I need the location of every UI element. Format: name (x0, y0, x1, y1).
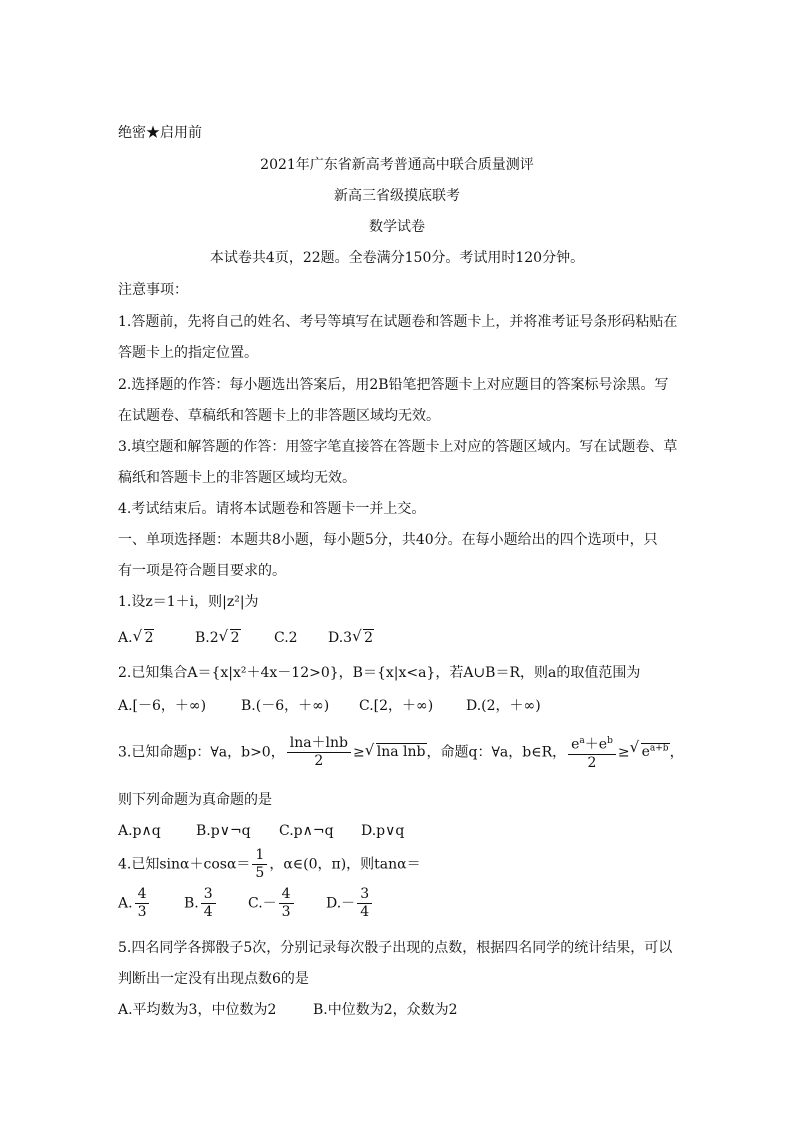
notice-2a: 2.选择题的作答：每小题选出答案后，用2B铅笔把答题卡上对应题目的答案标号涂黑。写 (118, 377, 669, 393)
fraction (201, 886, 216, 921)
option-label: B. (184, 895, 199, 912)
q3-fraction-2 (568, 733, 616, 772)
q3-text-3: ， (669, 744, 684, 761)
exponent: b (607, 736, 613, 746)
q4-text-1: 4.已知sinα＋cosα＝ (118, 856, 251, 873)
q1-option-a (118, 629, 154, 647)
denominator: 3 (137, 904, 147, 920)
notice-1a: 1.答题前，先将自己的姓名、考号等填写在试题卷和答题卡上，并将准考证号条形码粘贴在 (118, 314, 678, 330)
geq-symbol: ≥ (353, 744, 365, 761)
sqrt-symbol (630, 739, 670, 763)
denominator: 4 (203, 904, 213, 920)
denominator: 2 (314, 752, 324, 769)
denominator: 5 (255, 865, 265, 881)
geq-symbol: ≥ (617, 744, 630, 761)
radicand: lna lnb (376, 744, 426, 761)
notice-1b: 答题卡上的指定位置。 (118, 345, 258, 361)
q3-option-b: B.p∨¬q (196, 823, 251, 839)
q4-option-d (326, 886, 374, 921)
q4-text-2: ，α∈(0，π)，则tanα＝ (269, 856, 421, 873)
numerator: 1 (252, 847, 267, 865)
q3-stem (118, 733, 684, 772)
radicand: 2 (364, 630, 374, 646)
fraction (279, 886, 294, 921)
exponent: a (579, 736, 585, 746)
notice-3b: 稿纸和答题卡上的非答题区域均无效。 (118, 470, 356, 486)
sqrt-symbol (365, 742, 427, 762)
q4-option-b (184, 886, 218, 921)
q4-stem (118, 847, 421, 882)
option-label: A. (118, 895, 133, 912)
numerator: 4 (279, 886, 294, 904)
q3-text-2: ，命题q：∀a，b∈R， (426, 744, 567, 761)
numerator: 3 (357, 886, 372, 904)
notice-heading: 注意事项： (118, 282, 188, 298)
q5-option-a: A.平均数为3，中位数为2 (118, 1002, 277, 1018)
fraction (357, 886, 372, 921)
fraction (135, 886, 150, 921)
radicand: 2 (144, 630, 154, 646)
q3-option-c: C.p∧¬q (279, 823, 334, 839)
option-label: D.－ (326, 895, 356, 912)
notice-2b: 在试题卷、草稿纸和答题卡上的非答题区域均无效。 (118, 408, 440, 424)
q3-option-a: A.p∧q (118, 823, 161, 839)
q3-fraction-1 (287, 735, 351, 770)
denominator: 4 (360, 904, 370, 920)
numerator: lna＋lnb (287, 735, 351, 753)
denominator: 3 (281, 904, 291, 920)
q5-option-b: B.中位数为2，众数为2 (313, 1002, 458, 1018)
q2-option-b: B.(－6，＋∞) (241, 698, 330, 714)
section-1a: 一、单项选择题：本题共8小题，每小题5分，共40分。在每小题给出的四个选项中，只 (118, 532, 658, 548)
radicand: 2 (230, 630, 240, 646)
section-1b: 有一项是符合题目要求的。 (118, 563, 286, 579)
q4-option-c (248, 886, 296, 921)
e-base: e (571, 736, 580, 753)
q1-option-d (328, 629, 374, 647)
exam-info: 本试卷共4页，22题。全卷满分150分。考试用时120分钟。 (209, 250, 585, 266)
radicand (641, 743, 670, 760)
option-label: C.－ (248, 895, 277, 912)
sqrt-symbol (133, 629, 155, 647)
option-label: D.3 (328, 630, 353, 646)
option-label: A. (118, 630, 133, 646)
q3-option-d: D.p∨q (361, 823, 405, 839)
q4-fraction (252, 847, 267, 882)
exam-subject: 数学试卷 (369, 219, 425, 235)
q2-stem: 2.已知集合A＝{x|x²＋4x－12>0}，B＝{x|x<a}，若A∪B＝R，则a的取值范围为 (118, 665, 641, 681)
q2-option-c: C.[2，＋∞) (359, 698, 434, 714)
q2-option-d: D.(2，＋∞) (466, 698, 541, 714)
exam-subtitle: 新高三省级摸底联考 (334, 188, 460, 204)
numerator (568, 733, 616, 755)
q1-option-c: C.2 (274, 630, 298, 646)
e-base: e (641, 744, 650, 761)
notice-4: 4.考试结束后。请将本试题卷和答题卡一并上交。 (118, 501, 426, 517)
sqrt-symbol (219, 629, 241, 647)
numerator: 4 (135, 886, 150, 904)
denominator: 2 (587, 754, 597, 771)
q3-text-1: 3.已知命题p：∀a，b>0， (118, 744, 285, 761)
secret-label: 绝密★启用前 (118, 125, 202, 141)
q5-line-1: 5.四名同学各掷骰子5次，分别记录每次骰子出现的点数，根据四名同学的统计结果，可以 (118, 940, 673, 956)
q1-option-b (195, 629, 241, 647)
option-label: B.2 (195, 630, 219, 646)
numerator: 3 (201, 886, 216, 904)
q3-line-2: 则下列命题为真命题的是 (118, 792, 272, 808)
q2-option-a: A.[－6，＋∞) (118, 698, 207, 714)
notice-3a: 3.填空题和解答题的作答：用签字笔直接答在答题卡上对应的答题区域内。写在试题卷、草 (118, 439, 678, 455)
q4-option-a (118, 886, 151, 921)
sqrt-symbol (352, 629, 374, 647)
q5-line-2: 判断出一定没有出现点数6的是 (118, 971, 309, 987)
plus-e: ＋e (584, 736, 608, 753)
q1-stem: 1.设z＝1＋i，则|z²|为 (118, 594, 259, 610)
exponent: a+b (649, 743, 669, 754)
exam-title: 2021年广东省新高考普通高中联合质量测评 (260, 157, 534, 173)
